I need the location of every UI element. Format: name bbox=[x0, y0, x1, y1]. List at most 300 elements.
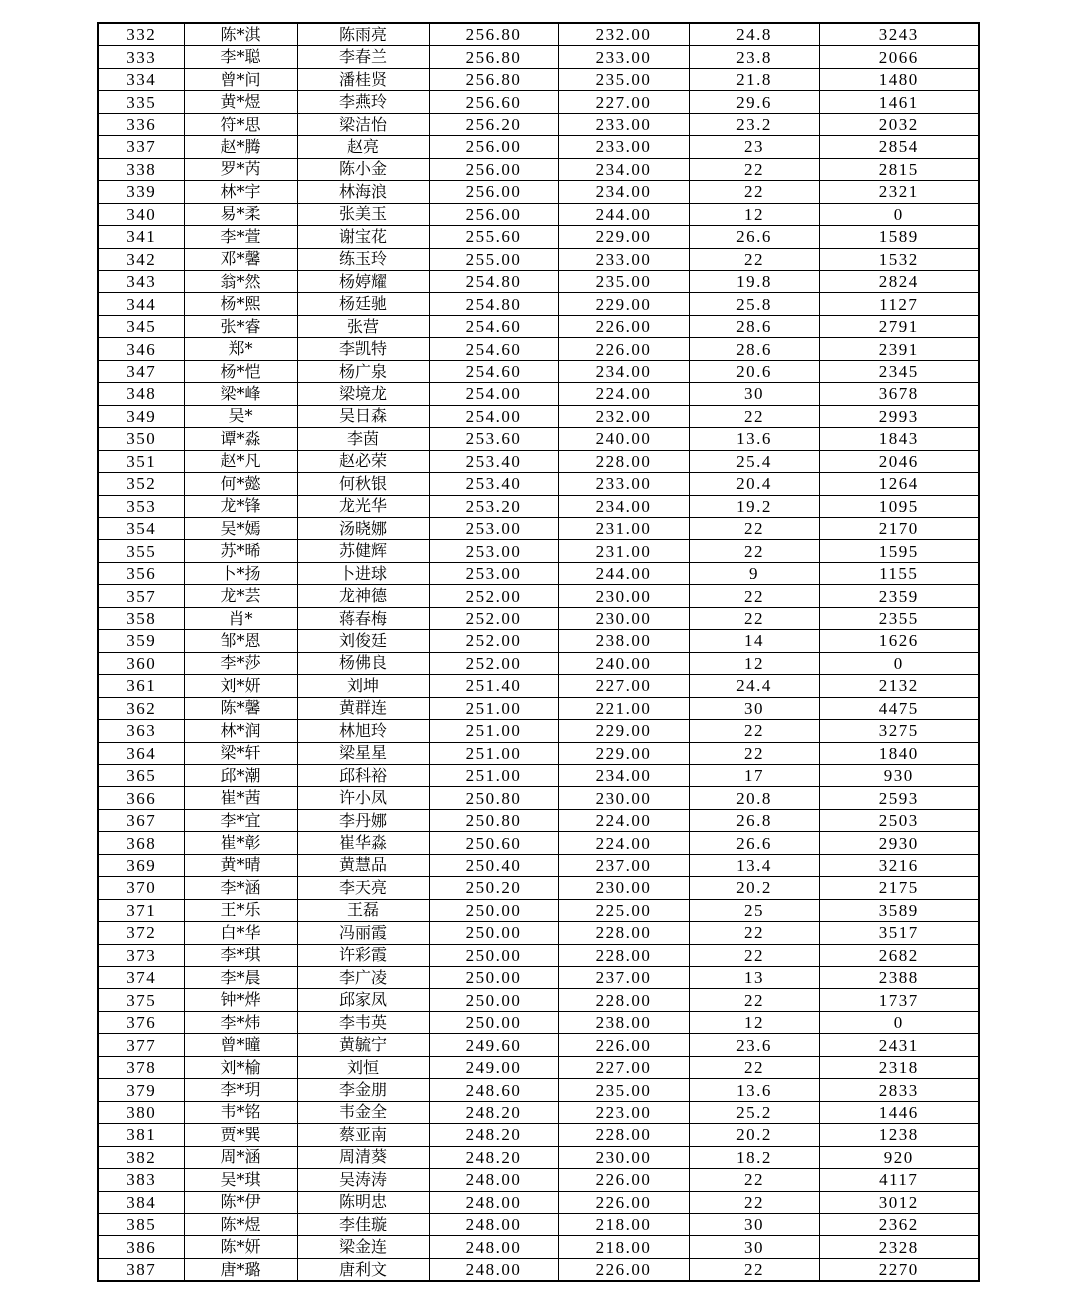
student-name-cell: 易*柔 bbox=[184, 203, 297, 225]
rank-cell: 353 bbox=[98, 495, 184, 517]
student-name-cell: 陈*妍 bbox=[184, 1236, 297, 1258]
table-row bbox=[98, 1124, 979, 1146]
base-score-cell: 230.00 bbox=[558, 877, 689, 899]
total-score-cell: 252.00 bbox=[429, 607, 558, 629]
distance-cell: 2270 bbox=[819, 1258, 979, 1281]
base-score-cell: 228.00 bbox=[558, 944, 689, 966]
table-row bbox=[98, 989, 979, 1011]
student-name-cell: 龙*锋 bbox=[184, 495, 297, 517]
distance-cell: 0 bbox=[819, 203, 979, 225]
total-score-cell: 256.80 bbox=[429, 46, 558, 68]
table-row bbox=[98, 1011, 979, 1033]
total-score-cell: 255.60 bbox=[429, 226, 558, 248]
distance-cell: 930 bbox=[819, 764, 979, 786]
guardian-name-cell: 刘俊廷 bbox=[297, 630, 429, 652]
guardian-name-cell: 林旭玲 bbox=[297, 720, 429, 742]
base-score-cell: 244.00 bbox=[558, 203, 689, 225]
rank-cell: 379 bbox=[98, 1079, 184, 1101]
rank-cell: 369 bbox=[98, 854, 184, 876]
distance-cell: 2359 bbox=[819, 585, 979, 607]
guardian-name-cell: 崔华淼 bbox=[297, 832, 429, 854]
distance-cell: 2593 bbox=[819, 787, 979, 809]
table-row bbox=[98, 1236, 979, 1258]
bonus-score-cell: 20.6 bbox=[689, 360, 819, 382]
rank-cell: 361 bbox=[98, 675, 184, 697]
bonus-score-cell: 12 bbox=[689, 1011, 819, 1033]
table-row bbox=[98, 967, 979, 989]
guardian-name-cell: 李燕玲 bbox=[297, 91, 429, 113]
student-name-cell: 崔*彰 bbox=[184, 832, 297, 854]
base-score-cell: 226.00 bbox=[558, 1258, 689, 1281]
student-name-cell: 唐*璐 bbox=[184, 1258, 297, 1281]
student-name-cell: 吴*琪 bbox=[184, 1169, 297, 1191]
guardian-name-cell: 李天亮 bbox=[297, 877, 429, 899]
guardian-name-cell: 李广凌 bbox=[297, 967, 429, 989]
bonus-score-cell: 22 bbox=[689, 405, 819, 427]
rank-cell: 338 bbox=[98, 158, 184, 180]
table-row bbox=[98, 1146, 979, 1168]
total-score-cell: 254.80 bbox=[429, 270, 558, 292]
student-name-cell: 谭*淼 bbox=[184, 428, 297, 450]
guardian-name-cell: 陈小金 bbox=[297, 158, 429, 180]
total-score-cell: 252.00 bbox=[429, 585, 558, 607]
distance-cell: 2824 bbox=[819, 270, 979, 292]
table-row bbox=[98, 944, 979, 966]
bonus-score-cell: 26.8 bbox=[689, 809, 819, 831]
rank-cell: 350 bbox=[98, 428, 184, 450]
base-score-cell: 226.00 bbox=[558, 1169, 689, 1191]
bonus-score-cell: 22 bbox=[689, 922, 819, 944]
student-name-cell: 苏*晞 bbox=[184, 540, 297, 562]
distance-cell: 2132 bbox=[819, 675, 979, 697]
student-name-cell: 邹*恩 bbox=[184, 630, 297, 652]
base-score-cell: 232.00 bbox=[558, 23, 689, 46]
total-score-cell: 256.00 bbox=[429, 136, 558, 158]
bonus-score-cell: 20.2 bbox=[689, 877, 819, 899]
total-score-cell: 254.00 bbox=[429, 383, 558, 405]
distance-cell: 1155 bbox=[819, 562, 979, 584]
table-row bbox=[98, 91, 979, 113]
table-row bbox=[98, 270, 979, 292]
distance-cell: 3589 bbox=[819, 899, 979, 921]
student-name-cell: 黄*煜 bbox=[184, 91, 297, 113]
base-score-cell: 230.00 bbox=[558, 1146, 689, 1168]
bonus-score-cell: 22 bbox=[689, 989, 819, 1011]
total-score-cell: 250.00 bbox=[429, 944, 558, 966]
guardian-name-cell: 梁洁怡 bbox=[297, 113, 429, 135]
student-name-cell: 李*萱 bbox=[184, 226, 297, 248]
bonus-score-cell: 30 bbox=[689, 697, 819, 719]
distance-cell: 1840 bbox=[819, 742, 979, 764]
distance-cell: 3012 bbox=[819, 1191, 979, 1213]
table-row bbox=[98, 652, 979, 674]
base-score-cell: 228.00 bbox=[558, 1124, 689, 1146]
base-score-cell: 234.00 bbox=[558, 764, 689, 786]
total-score-cell: 248.00 bbox=[429, 1169, 558, 1191]
table-row bbox=[98, 742, 979, 764]
guardian-name-cell: 黄毓宁 bbox=[297, 1034, 429, 1056]
base-score-cell: 233.00 bbox=[558, 473, 689, 495]
student-name-cell: 赵*腾 bbox=[184, 136, 297, 158]
rank-cell: 384 bbox=[98, 1191, 184, 1213]
rank-cell: 385 bbox=[98, 1214, 184, 1236]
table-row bbox=[98, 315, 979, 337]
bonus-score-cell: 22 bbox=[689, 1191, 819, 1213]
rank-cell: 375 bbox=[98, 989, 184, 1011]
rank-cell: 378 bbox=[98, 1056, 184, 1078]
rank-cell: 348 bbox=[98, 383, 184, 405]
rank-cell: 352 bbox=[98, 473, 184, 495]
distance-cell: 2833 bbox=[819, 1079, 979, 1101]
rank-cell: 355 bbox=[98, 540, 184, 562]
student-name-cell: 李*琪 bbox=[184, 944, 297, 966]
table-row bbox=[98, 428, 979, 450]
distance-cell: 1127 bbox=[819, 293, 979, 315]
table-row bbox=[98, 562, 979, 584]
table-row bbox=[98, 854, 979, 876]
table-row bbox=[98, 1101, 979, 1123]
rank-cell: 347 bbox=[98, 360, 184, 382]
rank-cell: 356 bbox=[98, 562, 184, 584]
guardian-name-cell: 李茵 bbox=[297, 428, 429, 450]
bonus-score-cell: 18.2 bbox=[689, 1146, 819, 1168]
bonus-score-cell: 22 bbox=[689, 742, 819, 764]
rank-cell: 349 bbox=[98, 405, 184, 427]
distance-cell: 0 bbox=[819, 1011, 979, 1033]
base-score-cell: 233.00 bbox=[558, 136, 689, 158]
rank-cell: 381 bbox=[98, 1124, 184, 1146]
bonus-score-cell: 24.4 bbox=[689, 675, 819, 697]
distance-cell: 2175 bbox=[819, 877, 979, 899]
rank-cell: 345 bbox=[98, 315, 184, 337]
student-name-cell: 邓*馨 bbox=[184, 248, 297, 270]
student-name-cell: 李*聪 bbox=[184, 46, 297, 68]
table-row bbox=[98, 720, 979, 742]
table-row bbox=[98, 405, 979, 427]
student-name-cell: 黄*晴 bbox=[184, 854, 297, 876]
rank-cell: 351 bbox=[98, 450, 184, 472]
student-name-cell: 吴*嫣 bbox=[184, 517, 297, 539]
table-row bbox=[98, 1169, 979, 1191]
table-row bbox=[98, 203, 979, 225]
rank-cell: 334 bbox=[98, 68, 184, 90]
guardian-name-cell: 潘桂贤 bbox=[297, 68, 429, 90]
rank-cell: 382 bbox=[98, 1146, 184, 1168]
table-row bbox=[98, 877, 979, 899]
guardian-name-cell: 蔡亚南 bbox=[297, 1124, 429, 1146]
table-row bbox=[98, 248, 979, 270]
base-score-cell: 228.00 bbox=[558, 450, 689, 472]
rank-cell: 340 bbox=[98, 203, 184, 225]
student-name-cell: 李*涵 bbox=[184, 877, 297, 899]
bonus-score-cell: 22 bbox=[689, 1258, 819, 1281]
total-score-cell: 251.00 bbox=[429, 697, 558, 719]
guardian-name-cell: 张美玉 bbox=[297, 203, 429, 225]
base-score-cell: 240.00 bbox=[558, 652, 689, 674]
base-score-cell: 226.00 bbox=[558, 1034, 689, 1056]
base-score-cell: 224.00 bbox=[558, 809, 689, 831]
distance-cell: 1589 bbox=[819, 226, 979, 248]
distance-cell: 3216 bbox=[819, 854, 979, 876]
total-score-cell: 250.40 bbox=[429, 854, 558, 876]
rank-cell: 344 bbox=[98, 293, 184, 315]
distance-cell: 2682 bbox=[819, 944, 979, 966]
table-row bbox=[98, 1079, 979, 1101]
total-score-cell: 254.80 bbox=[429, 293, 558, 315]
total-score-cell: 256.00 bbox=[429, 203, 558, 225]
distance-cell: 2930 bbox=[819, 832, 979, 854]
student-name-cell: 王*乐 bbox=[184, 899, 297, 921]
guardian-name-cell: 邱家凤 bbox=[297, 989, 429, 1011]
table-row bbox=[98, 293, 979, 315]
guardian-name-cell: 赵必荣 bbox=[297, 450, 429, 472]
rank-cell: 358 bbox=[98, 607, 184, 629]
base-score-cell: 223.00 bbox=[558, 1101, 689, 1123]
total-score-cell: 252.00 bbox=[429, 652, 558, 674]
guardian-name-cell: 周清葵 bbox=[297, 1146, 429, 1168]
distance-cell: 2503 bbox=[819, 809, 979, 831]
student-name-cell: 李*莎 bbox=[184, 652, 297, 674]
guardian-name-cell: 何秋银 bbox=[297, 473, 429, 495]
table-body bbox=[98, 23, 979, 1281]
guardian-name-cell: 林海浪 bbox=[297, 181, 429, 203]
student-name-cell: 贾*巽 bbox=[184, 1124, 297, 1146]
bonus-score-cell: 9 bbox=[689, 562, 819, 584]
distance-cell: 2328 bbox=[819, 1236, 979, 1258]
total-score-cell: 254.60 bbox=[429, 315, 558, 337]
rank-cell: 377 bbox=[98, 1034, 184, 1056]
student-name-cell: 钟*烨 bbox=[184, 989, 297, 1011]
base-score-cell: 229.00 bbox=[558, 720, 689, 742]
base-score-cell: 237.00 bbox=[558, 854, 689, 876]
base-score-cell: 225.00 bbox=[558, 899, 689, 921]
base-score-cell: 227.00 bbox=[558, 675, 689, 697]
student-name-cell: 肖* bbox=[184, 607, 297, 629]
student-name-cell: 吴* bbox=[184, 405, 297, 427]
base-score-cell: 234.00 bbox=[558, 360, 689, 382]
distance-cell: 1532 bbox=[819, 248, 979, 270]
total-score-cell: 253.60 bbox=[429, 428, 558, 450]
guardian-name-cell: 韦金全 bbox=[297, 1101, 429, 1123]
bonus-score-cell: 23.8 bbox=[689, 46, 819, 68]
student-name-cell: 梁*峰 bbox=[184, 383, 297, 405]
rank-cell: 337 bbox=[98, 136, 184, 158]
table-row bbox=[98, 383, 979, 405]
student-name-cell: 李*晨 bbox=[184, 967, 297, 989]
distance-cell: 4117 bbox=[819, 1169, 979, 1191]
distance-cell: 2032 bbox=[819, 113, 979, 135]
table-row bbox=[98, 473, 979, 495]
distance-cell: 3678 bbox=[819, 383, 979, 405]
student-name-cell: 陈*淇 bbox=[184, 23, 297, 46]
rank-cell: 372 bbox=[98, 922, 184, 944]
student-name-cell: 罗*芮 bbox=[184, 158, 297, 180]
base-score-cell: 235.00 bbox=[558, 1079, 689, 1101]
rank-cell: 359 bbox=[98, 630, 184, 652]
table-row bbox=[98, 113, 979, 135]
table-row bbox=[98, 136, 979, 158]
bonus-score-cell: 29.6 bbox=[689, 91, 819, 113]
total-score-cell: 251.00 bbox=[429, 764, 558, 786]
guardian-name-cell: 王磊 bbox=[297, 899, 429, 921]
rank-cell: 364 bbox=[98, 742, 184, 764]
distance-cell: 1626 bbox=[819, 630, 979, 652]
table-row bbox=[98, 540, 979, 562]
total-score-cell: 256.80 bbox=[429, 68, 558, 90]
distance-cell: 1595 bbox=[819, 540, 979, 562]
base-score-cell: 224.00 bbox=[558, 832, 689, 854]
student-name-cell: 杨*恺 bbox=[184, 360, 297, 382]
table-row bbox=[98, 517, 979, 539]
rank-cell: 343 bbox=[98, 270, 184, 292]
bonus-score-cell: 12 bbox=[689, 652, 819, 674]
guardian-name-cell: 李金朋 bbox=[297, 1079, 429, 1101]
guardian-name-cell: 练玉玲 bbox=[297, 248, 429, 270]
base-score-cell: 229.00 bbox=[558, 293, 689, 315]
total-score-cell: 256.00 bbox=[429, 158, 558, 180]
distance-cell: 2391 bbox=[819, 338, 979, 360]
bonus-score-cell: 14 bbox=[689, 630, 819, 652]
total-score-cell: 256.80 bbox=[429, 23, 558, 46]
student-name-cell: 崔*茜 bbox=[184, 787, 297, 809]
bonus-score-cell: 13 bbox=[689, 967, 819, 989]
distance-cell: 2791 bbox=[819, 315, 979, 337]
total-score-cell: 251.00 bbox=[429, 720, 558, 742]
base-score-cell: 230.00 bbox=[558, 585, 689, 607]
total-score-cell: 256.00 bbox=[429, 181, 558, 203]
table-row bbox=[98, 158, 979, 180]
base-score-cell: 234.00 bbox=[558, 495, 689, 517]
table-row bbox=[98, 1056, 979, 1078]
base-score-cell: 233.00 bbox=[558, 248, 689, 270]
bonus-score-cell: 20.2 bbox=[689, 1124, 819, 1146]
base-score-cell: 224.00 bbox=[558, 383, 689, 405]
total-score-cell: 253.40 bbox=[429, 450, 558, 472]
student-name-cell: 刘*榆 bbox=[184, 1056, 297, 1078]
base-score-cell: 218.00 bbox=[558, 1236, 689, 1258]
guardian-name-cell: 杨佛良 bbox=[297, 652, 429, 674]
table-row bbox=[98, 181, 979, 203]
rank-cell: 346 bbox=[98, 338, 184, 360]
distance-cell: 1461 bbox=[819, 91, 979, 113]
total-score-cell: 248.60 bbox=[429, 1079, 558, 1101]
student-name-cell: 周*涵 bbox=[184, 1146, 297, 1168]
table-row bbox=[98, 899, 979, 921]
total-score-cell: 250.00 bbox=[429, 989, 558, 1011]
total-score-cell: 248.00 bbox=[429, 1236, 558, 1258]
base-score-cell: 237.00 bbox=[558, 967, 689, 989]
table-row bbox=[98, 764, 979, 786]
total-score-cell: 254.00 bbox=[429, 405, 558, 427]
bonus-score-cell: 13.6 bbox=[689, 1079, 819, 1101]
bonus-score-cell: 22 bbox=[689, 944, 819, 966]
base-score-cell: 229.00 bbox=[558, 742, 689, 764]
base-score-cell: 231.00 bbox=[558, 517, 689, 539]
student-name-cell: 陈*馨 bbox=[184, 697, 297, 719]
table-row bbox=[98, 450, 979, 472]
base-score-cell: 226.00 bbox=[558, 315, 689, 337]
base-score-cell: 227.00 bbox=[558, 91, 689, 113]
guardian-name-cell: 冯丽霞 bbox=[297, 922, 429, 944]
table-row bbox=[98, 226, 979, 248]
guardian-name-cell: 邱科裕 bbox=[297, 764, 429, 786]
bonus-score-cell: 22 bbox=[689, 248, 819, 270]
bonus-score-cell: 30 bbox=[689, 383, 819, 405]
total-score-cell: 252.00 bbox=[429, 630, 558, 652]
ranking-table bbox=[97, 22, 980, 1282]
rank-cell: 342 bbox=[98, 248, 184, 270]
student-name-cell: 李*炜 bbox=[184, 1011, 297, 1033]
guardian-name-cell: 杨广泉 bbox=[297, 360, 429, 382]
student-name-cell: 林*润 bbox=[184, 720, 297, 742]
rank-cell: 373 bbox=[98, 944, 184, 966]
table-row bbox=[98, 1214, 979, 1236]
base-score-cell: 234.00 bbox=[558, 181, 689, 203]
student-name-cell: 赵*凡 bbox=[184, 450, 297, 472]
total-score-cell: 248.00 bbox=[429, 1214, 558, 1236]
rank-cell: 335 bbox=[98, 91, 184, 113]
table-row bbox=[98, 832, 979, 854]
guardian-name-cell: 吴日森 bbox=[297, 405, 429, 427]
total-score-cell: 250.00 bbox=[429, 899, 558, 921]
distance-cell: 2431 bbox=[819, 1034, 979, 1056]
student-name-cell: 陈*煜 bbox=[184, 1214, 297, 1236]
total-score-cell: 250.00 bbox=[429, 922, 558, 944]
rank-cell: 363 bbox=[98, 720, 184, 742]
distance-cell: 2321 bbox=[819, 181, 979, 203]
guardian-name-cell: 龙光华 bbox=[297, 495, 429, 517]
bonus-score-cell: 22 bbox=[689, 540, 819, 562]
rank-cell: 365 bbox=[98, 764, 184, 786]
guardian-name-cell: 汤晓娜 bbox=[297, 517, 429, 539]
base-score-cell: 235.00 bbox=[558, 68, 689, 90]
rank-cell: 336 bbox=[98, 113, 184, 135]
guardian-name-cell: 张营 bbox=[297, 315, 429, 337]
guardian-name-cell: 卜进球 bbox=[297, 562, 429, 584]
total-score-cell: 251.00 bbox=[429, 742, 558, 764]
guardian-name-cell: 刘坤 bbox=[297, 675, 429, 697]
guardian-name-cell: 赵亮 bbox=[297, 136, 429, 158]
total-score-cell: 255.00 bbox=[429, 248, 558, 270]
total-score-cell: 253.00 bbox=[429, 540, 558, 562]
distance-cell: 3517 bbox=[819, 922, 979, 944]
table-row bbox=[98, 585, 979, 607]
table-row bbox=[98, 630, 979, 652]
student-name-cell: 符*思 bbox=[184, 113, 297, 135]
guardian-name-cell: 梁星星 bbox=[297, 742, 429, 764]
total-score-cell: 253.20 bbox=[429, 495, 558, 517]
rank-cell: 371 bbox=[98, 899, 184, 921]
bonus-score-cell: 22 bbox=[689, 1056, 819, 1078]
base-score-cell: 235.00 bbox=[558, 270, 689, 292]
bonus-score-cell: 28.6 bbox=[689, 338, 819, 360]
student-name-cell: 韦*铭 bbox=[184, 1101, 297, 1123]
base-score-cell: 244.00 bbox=[558, 562, 689, 584]
bonus-score-cell: 25.2 bbox=[689, 1101, 819, 1123]
distance-cell: 4475 bbox=[819, 697, 979, 719]
rank-cell: 374 bbox=[98, 967, 184, 989]
base-score-cell: 228.00 bbox=[558, 989, 689, 1011]
bonus-score-cell: 21.8 bbox=[689, 68, 819, 90]
rank-cell: 357 bbox=[98, 585, 184, 607]
student-name-cell: 李*玥 bbox=[184, 1079, 297, 1101]
rank-cell: 360 bbox=[98, 652, 184, 674]
total-score-cell: 250.80 bbox=[429, 809, 558, 831]
table-row bbox=[98, 697, 979, 719]
rank-cell: 366 bbox=[98, 787, 184, 809]
distance-cell: 1095 bbox=[819, 495, 979, 517]
table-row bbox=[98, 495, 979, 517]
